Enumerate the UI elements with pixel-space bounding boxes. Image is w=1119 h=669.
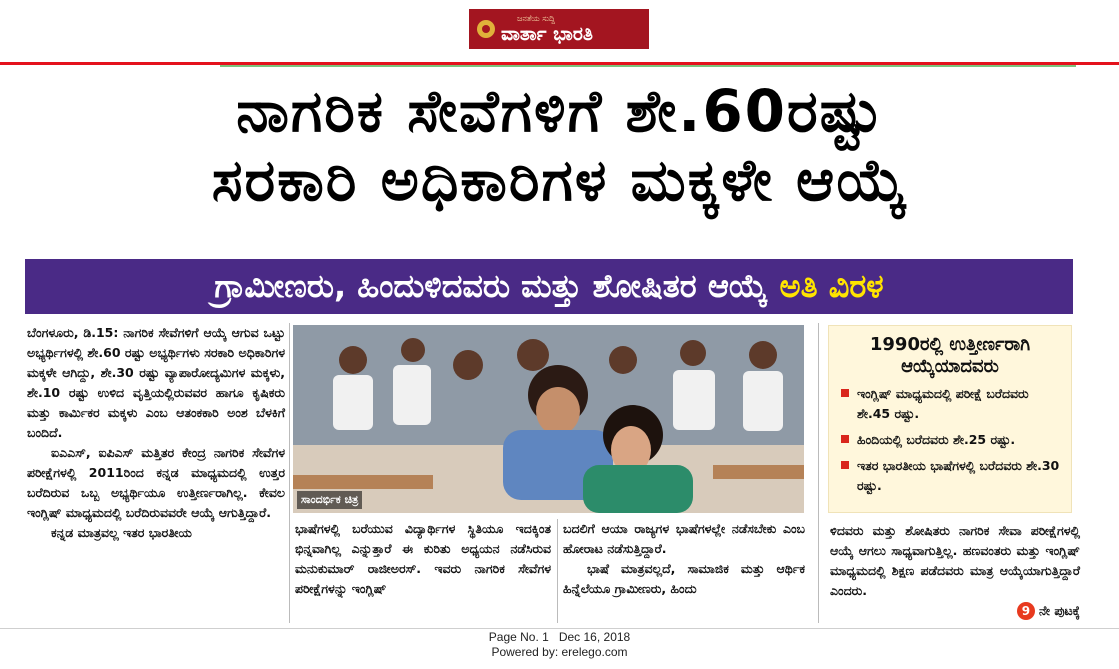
square-bullet-icon xyxy=(841,389,849,397)
continued-on-page[interactable] xyxy=(830,601,1080,621)
article-paragraph: ಭಾಷೆಗಳಲ್ಲಿ ಬರೆಯುವ ವಿದ್ಯಾರ್ಥಿಗಳ ಸ್ಥಿತಿಯೂ ಇದಕ್ಕಿಂತ ಭಿನ್ನವಾಗಿಲ್ಲ ಎನ್ನುತ್ತಾರೆ ಈ ಕುರಿತು ಅಧ್ಯಯನ ನಡೆಸಿರುವ ಮನುಕುಮಾರ್ ರಾಜೀಅರಸ್. ಇವರು ನಾಗರಿಕ ಸೇವೆಗಳ ಪರೀಕ್ಷೆಗಳನ್ನು ಇಂಗ್ಲಿಷ್ xyxy=(295,521,551,596)
sidebox-item-text: ಇತರ ಭಾರತೀಯ ಭಾಷೆಗಳಲ್ಲಿ ಬರೆದವರು ಶೇ.30 ರಷ್ಟು. xyxy=(857,458,1060,493)
stats-sidebox xyxy=(828,325,1072,513)
sidebox-list-item xyxy=(839,384,1061,424)
square-bullet-icon xyxy=(841,461,849,469)
sub-headline-text: ಗ್ರಾಮೀಣರು, ಹಿಂದುಳಿದವರು ಮತ್ತು ಶೋಷಿತರ ಆಯ್ಕೆ xyxy=(214,267,768,305)
article-paragraph: ಭಾಷೆ ಮಾತ್ರವಲ್ಲದೆ, ಸಾಮಾಜಿಕ ಮತ್ತು ಆರ್ಥಿಕ ಹಿನ್ನೆಲೆಯೂ ಗ್ರಾಮೀಣರು, ಹಿಂದು xyxy=(563,561,805,596)
masthead-paper-name: ವಾರ್ತಾ ಭಾರತಿ xyxy=(501,22,593,45)
page-number-icon: 9 xyxy=(1017,602,1035,620)
masthead-titles xyxy=(501,15,593,44)
article-column-1 xyxy=(27,323,285,543)
article-paragraph: ಬೆಂಗಳೂರು, ಡಿ.15: ನಾಗರಿಕ ಸೇವೆಗಳಿಗೆ ಆಯ್ಕೆ ಆಗುವ ಒಟ್ಟು ಅಭ್ಯರ್ಥಿಗಳಲ್ಲಿ ಶೇ.60 ರಷ್ಟು ಅಭ್ಯರ್ಥಿಗಳು ಸರಕಾರಿ ಅಧಿಕಾರಿಗಳ ಮಕ್ಕಳೇ ಆಗಿದ್ದು, ಶೇ.30 ರಷ್ಟು ವ್ಯಾಪಾರೋದ್ಯಮಿಗಳ ಮಕ್ಕಳು, ಶೇ.10 ರಷ್ಟು ಉಳಿದ ವೃತ್ತಿಯಲ್ಲಿರುವವರ ಹಾಗೂ ಕೃಷಿಕರು ಮತ್ತು ಕಾರ್ಮಿಕರ ಮಕ್ಕಳು ಎಂಬ ಆತಂಕಕಾರಿ ಅಂಶ ಬೆಳಕಿಗೆ ಬಂದಿದೆ. xyxy=(27,325,285,440)
jump-link[interactable] xyxy=(1017,601,1080,621)
jump-text: ನೇ ಪುಟಕ್ಕೆ xyxy=(1038,603,1080,618)
sidebox-list xyxy=(839,384,1061,496)
headline-line-1: ನಾಗರಿಕ ಸೇವೆಗಳಿಗೆ ಶೇ.60ರಷ್ಟು xyxy=(236,77,884,145)
headline-line-2: ಸರಕಾರಿ ಅಧಿಕಾರಿಗಳ ಮಕ್ಕಳೇ ಆಯ್ಕೆ xyxy=(211,145,909,214)
photo-caption: ಸಾಂದರ್ಭಿಕ ಚಿತ್ರ xyxy=(297,491,362,509)
article-paragraph: ಐಎಎಸ್, ಐಪಿಎಸ್ ಮತ್ತಿತರ ಕೇಂದ್ರ ನಾಗರಿಕ ಸೇವೆಗಳ ಪರೀಕ್ಷೆಗಳಲ್ಲಿ 2011ರಿಂದ ಕನ್ನಡ ಮಾಧ್ಯಮದಲ್ಲಿ ಉತ್ತರ ಬರೆದಿರುವ ಒಬ್ಬ ಅಭ್ಯರ್ಥಿಯೂ ಉತ್ತೀರ್ಣರಾಗಿಲ್ಲ. ಕೇವಲ ಇಂಗ್ಲಿಷ್ ಮಾಧ್ಯಮದಲ್ಲಿ ಬರೆದಿರುವವರೇ ಆಯ್ಕೆ ಆಗುತ್ತಿದ್ದಾರೆ. xyxy=(27,445,285,520)
article-paragraph: ಳಿದವರು ಮತ್ತು ಶೋಷಿತರು ನಾಗರಿಕ ಸೇವಾ ಪರೀಕ್ಷೆಗಳಲ್ಲಿ ಆಯ್ಕೆ ಆಗಲು ಸಾಧ್ಯವಾಗುತ್ತಿಲ್ಲ. ಹಣವಂತರು ಮತ್ತು ಇಂಗ್ಲಿಷ್ ಮಾಧ್ಯಮದಲ್ಲಿ ಶಿಕ್ಷಣ ಪಡೆದವರು ಮಾತ್ರ ಆಯ್ಕೆಯಾಗುತ್ತಿದ್ದಾರೆ ಎಂದರು. xyxy=(830,523,1080,598)
article-column-4 xyxy=(830,521,1080,621)
sidebox-title: 1990ರಲ್ಲಿ ಉತ್ತೀರ್ಣರಾಗಿ ಆಯ್ಕೆಯಾದವರು xyxy=(869,334,1031,377)
column-divider xyxy=(818,323,819,623)
students-writing-exam-image xyxy=(293,325,804,513)
footer-rule xyxy=(0,628,1119,629)
sidebox-list-item xyxy=(839,456,1061,496)
article-paragraph: ಬದಲಿಗೆ ಆಯಾ ರಾಜ್ಯಗಳ ಭಾಷೆಗಳಲ್ಲೇ ನಡೆಸಬೇಕು ಎಂಬ ಹೋರಾಟ ನಡೆಸುತ್ತಿದ್ದಾರೆ. xyxy=(563,521,805,556)
top-rule-accent xyxy=(220,65,1076,67)
sidebox-item-text: ಇಂಗ್ಲಿಷ್ ಮಾಧ್ಯಮದಲ್ಲಿ ಪರೀಕ್ಷೆ ಬರೆದವರು ಶೇ.45 ರಷ್ಟು. xyxy=(857,386,1029,421)
article-column-3 xyxy=(563,519,805,599)
footer-powered-by[interactable]: Powered by: erelego.com xyxy=(491,645,628,659)
sidebox-item-text: ಹಿಂದಿಯಲ್ಲಿ ಬರೆದವರು ಶೇ.25 ರಷ್ಟು. xyxy=(857,432,1016,447)
newspaper-logo-icon xyxy=(477,20,495,38)
footer-page-info: Page No. 1 Dec 16, 2018 xyxy=(488,630,631,644)
sub-headline-banner xyxy=(25,259,1073,314)
masthead-tagline: ಜನತೆಯ ಸುದ್ದಿ xyxy=(517,13,555,23)
column-divider xyxy=(289,323,290,623)
sidebox-list-item xyxy=(839,430,1061,450)
sub-headline-highlight: ಅತಿ ವಿರಳ xyxy=(779,267,884,305)
main-headline xyxy=(20,77,1100,214)
exam-hall-photo xyxy=(293,325,804,513)
masthead-logo xyxy=(469,9,649,49)
article-paragraph: ಕನ್ನಡ ಮಾತ್ರವಲ್ಲ ಇತರ ಭಾರತೀಯ xyxy=(51,525,192,540)
page-footer xyxy=(0,630,1119,660)
article-column-2 xyxy=(295,519,551,599)
column-divider xyxy=(557,519,558,623)
square-bullet-icon xyxy=(841,435,849,443)
